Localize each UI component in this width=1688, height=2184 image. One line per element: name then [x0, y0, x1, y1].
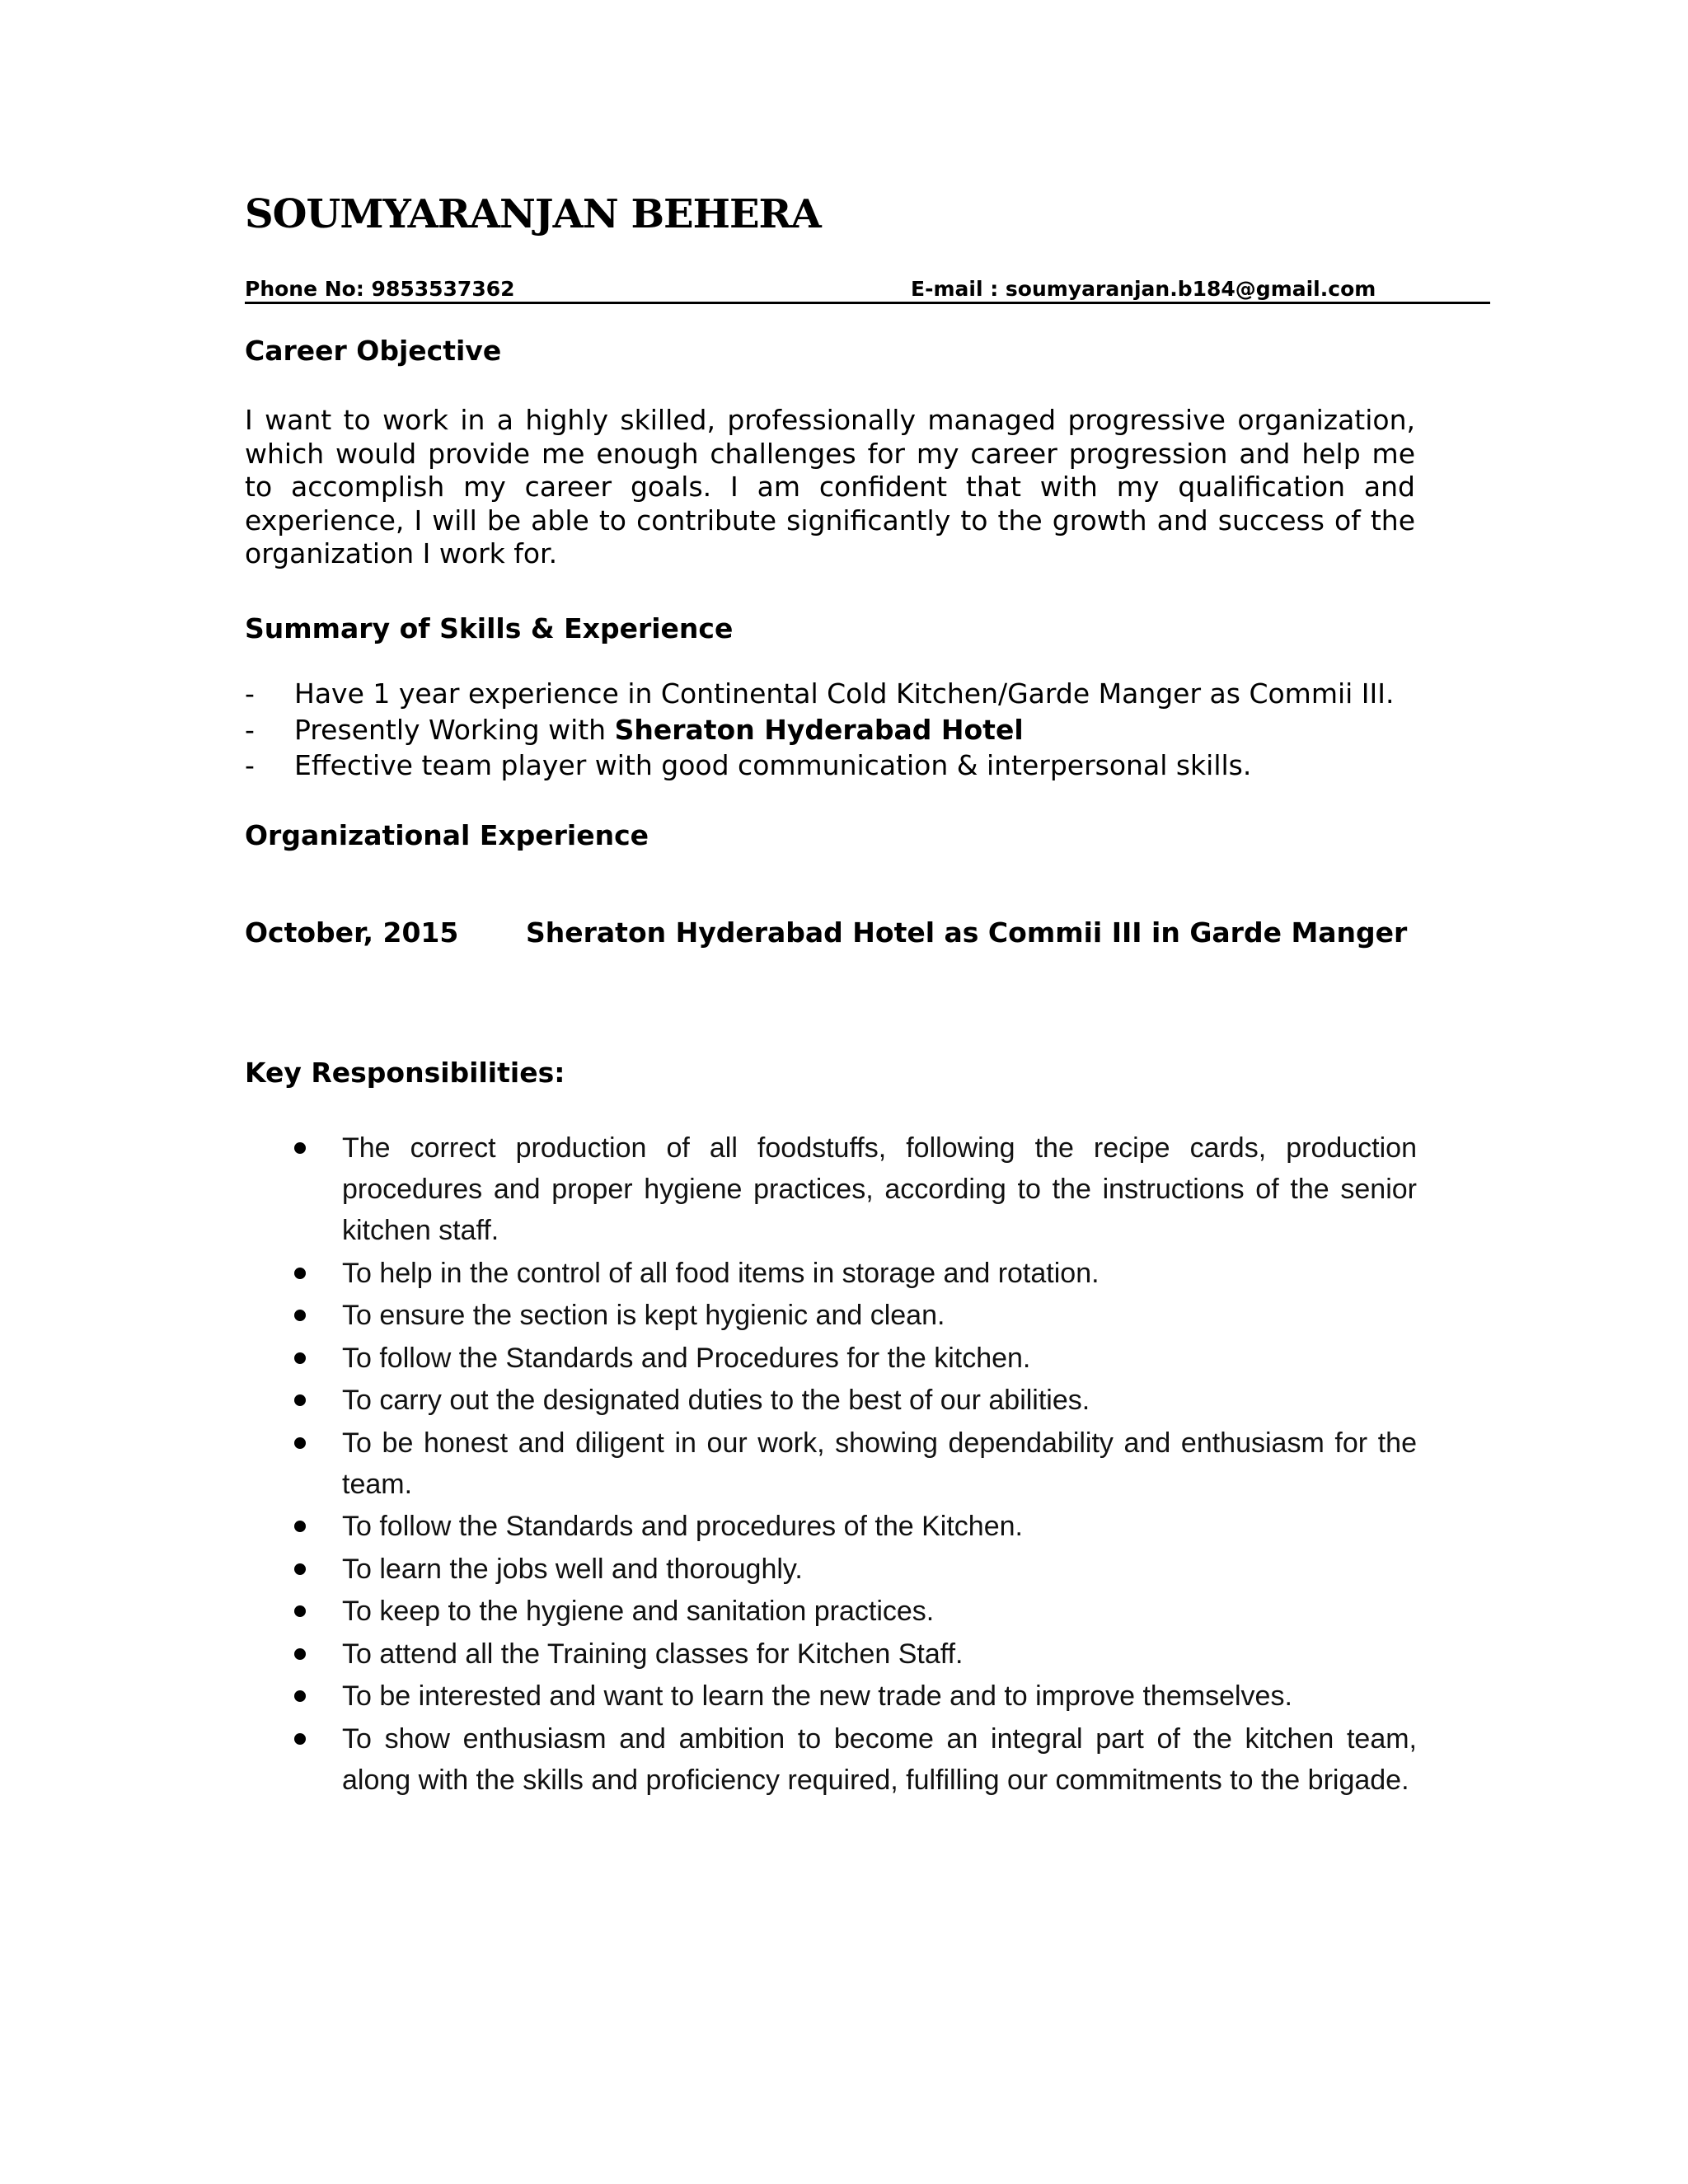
- responsibilities-list: [294, 1127, 1417, 1802]
- bullet-icon: [294, 1563, 306, 1575]
- summary-item-text: Have 1 year experience in Continental Cold Kitchen/Garde Manger as Commii III.: [294, 677, 1395, 710]
- responsibility-item: [294, 1591, 1417, 1632]
- responsibility-text: To help in the control of all food items in storage and rotation.: [342, 1257, 1100, 1289]
- summary-item-text: Presently Working with: [294, 713, 615, 746]
- dash-marker: -: [245, 713, 255, 746]
- bullet-icon: [294, 1690, 306, 1702]
- job-title: Sheraton Hyderabad Hotel as Commii III in Garde Manger: [526, 916, 1408, 949]
- career-objective-heading: Career Objective: [245, 335, 502, 367]
- bullet-icon: [294, 1394, 306, 1406]
- responsibility-text: To carry out the designated duties to the best of our abilities.: [342, 1385, 1090, 1416]
- responsibility-text: To keep to the hygiene and sanitation practices.: [342, 1596, 935, 1627]
- responsibilities-heading: Key Responsibilities:: [245, 1057, 565, 1089]
- email-address: E-mail : soumyaranjan.b184@gmail.com: [911, 277, 1376, 301]
- responsibility-text: To show enthusiasm and ambition to become an integral part of the kitchen team, along with the skills and proficiency required, fulfilling our commitments to the brigade.: [342, 1722, 1417, 1796]
- bullet-icon: [294, 1268, 306, 1279]
- bullet-icon: [294, 1352, 306, 1364]
- responsibility-text: To attend all the Training classes for Kitchen Staff.: [342, 1638, 964, 1670]
- summary-item: [245, 748, 1564, 784]
- summary-item: [245, 712, 1564, 748]
- responsibility-item: [294, 1338, 1417, 1379]
- responsibility-item: [294, 1718, 1417, 1801]
- dash-marker: -: [245, 749, 255, 781]
- summary-item: [245, 676, 1564, 712]
- summary-item-text: Effective team player with good communication & interpersonal skills.: [294, 749, 1252, 781]
- job-entry: [245, 916, 1408, 949]
- candidate-name: SOUMYARANJAN BEHERA: [245, 191, 821, 237]
- responsibility-text: To be interested and want to learn the new trade and to improve themselves.: [342, 1680, 1292, 1712]
- summary-heading: Summary of Skills & Experience: [245, 612, 734, 644]
- responsibility-item: [294, 1549, 1417, 1590]
- bullet-icon: [294, 1648, 306, 1660]
- dash-marker: -: [245, 677, 255, 710]
- responsibility-text: The correct production of all foodstuffs, following the recipe cards, production procedures and proper hygiene practices, according to the instructions of the senior kitchen staff.: [342, 1132, 1417, 1246]
- responsibility-item: [294, 1633, 1417, 1675]
- responsibility-text: To learn the jobs well and thoroughly.: [342, 1553, 803, 1585]
- bullet-icon: [294, 1521, 306, 1532]
- responsibility-item: [294, 1295, 1417, 1336]
- phone-number: Phone No: 9853537362: [245, 277, 515, 301]
- contact-line: [245, 277, 1490, 304]
- responsibility-item: [294, 1253, 1417, 1294]
- responsibility-item: [294, 1422, 1417, 1505]
- bullet-icon: [294, 1310, 306, 1321]
- job-date: October, 2015: [245, 916, 459, 949]
- bullet-icon: [294, 1733, 306, 1745]
- bullet-icon: [294, 1142, 306, 1154]
- responsibility-item: [294, 1127, 1417, 1251]
- bullet-icon: [294, 1437, 306, 1449]
- career-objective-text: I want to work in a highly skilled, professionally managed progressive organization, which would provide me enough challenges for my career progression and help me to accomplish my career goals. I am confident that with my qualification and experience, I will be able to contribute significantly to the growth and success of the organization I work for.: [245, 404, 1415, 569]
- responsibility-text: To follow the Standards and procedures of the Kitchen.: [342, 1511, 1023, 1542]
- summary-list: [245, 676, 1564, 784]
- responsibility-item: [294, 1675, 1417, 1717]
- responsibility-text: To ensure the section is kept hygienic and clean.: [342, 1300, 945, 1331]
- current-employer: Sheraton Hyderabad Hotel: [614, 713, 1024, 746]
- responsibility-text: To follow the Standards and Procedures for the kitchen.: [342, 1342, 1031, 1374]
- responsibility-item: [294, 1506, 1417, 1547]
- bullet-icon: [294, 1605, 306, 1617]
- responsibility-text: To be honest and diligent in our work, showing dependability and enthusiasm for the team.: [342, 1427, 1417, 1500]
- experience-heading: Organizational Experience: [245, 819, 649, 851]
- responsibility-item: [294, 1380, 1417, 1421]
